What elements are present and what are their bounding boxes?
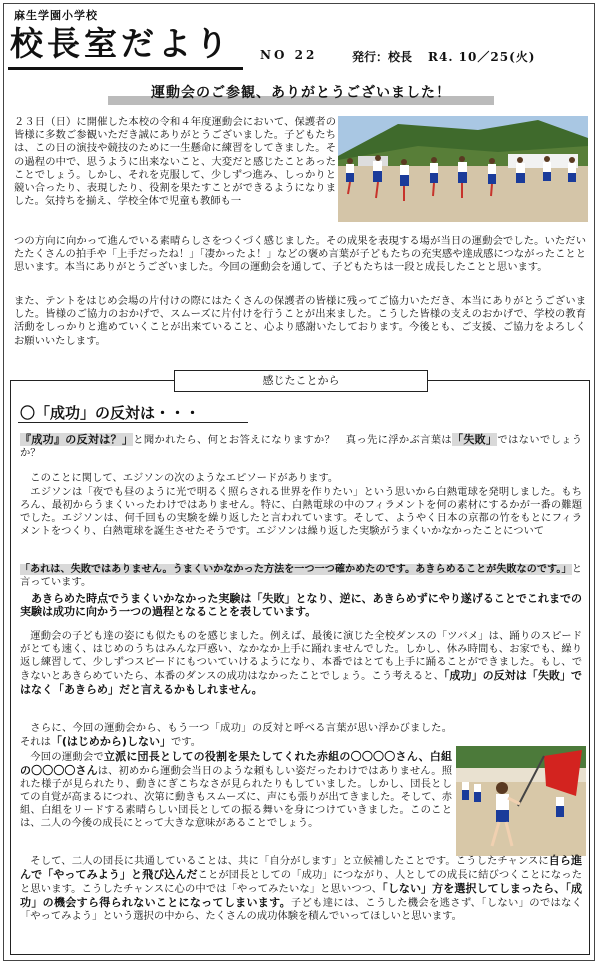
- article-paragraph-1-cont: つの方向に向かって進んでいる素晴らしさをつくづく感じました。その成果を表現する場が当日の運動会でした。いただいたたくさんの拍手や「上手だったね！」「凄かったよ！」などの褒め言葉が子どもたちの充実感や達成感につながったことと思います。本当にありがとうございました。今回の運動会を通して、子どもたちは一段と成長したことと思います。: [14, 235, 586, 274]
- leader2-end: 子ども達には、こうした機会を逃さず、「しない」のではなく「やってみよう」という選択の中から、たくさんの成功体験を積んでいってほしいと思います。: [20, 897, 582, 922]
- leader-rest: は、初めから運動会当日のような頼もしい姿だったわけではありません。照れた様子が見られたり、動きにぎこちなさが見られたりもしていました。しかし、団長としての自覚が高まるにつれ、次第に動きもスムーズに、声にも張りが出てきました。そして、赤組、白組をリードする素晴らしい団長としての振る舞いを身につけていきました。このことは、二人の今後の成長にとって大きな意味があることでしょう。: [20, 765, 452, 829]
- question-highlight: 『成功』の反対は？」: [20, 433, 134, 446]
- column-heading: 〇「成功」の反対は・・・: [20, 404, 201, 422]
- dance-bold: 「成功」の反対は「失敗」ではなく「あきらめ」だと言えるかもしれません。: [20, 669, 582, 696]
- leader2-bold2: 「しない」方を選択してしまったら、「成功」の機会すら得られないことになってしまいます。: [20, 882, 582, 909]
- issue-number: NO 22: [260, 48, 318, 62]
- leader-photo: [456, 746, 586, 856]
- column-heading-underline: [18, 422, 248, 423]
- question-end: ではないでしょうか？: [20, 434, 583, 459]
- column-box-title: 感じたことから: [174, 370, 428, 392]
- leader2-bold: 自ら進んで「やってみよう」と飛び込んだ: [20, 854, 582, 881]
- more-text: さらに、今回の運動会から、もう一つ「成功」の反対と呼べる言葉が思い浮かびました。それは: [20, 722, 452, 748]
- leader2-rest: ことが団長としての「成功」につながり、人としての成長に結びつくことになったと思います。こうしたチャンスに心の中では「やってみたいな」と思いつつ、: [20, 869, 582, 895]
- bold-lesson: あきらめた時点でうまくいかなかった実験は「失敗」となり、逆に、あきらめずにやり遂げることでこれまでの実験は成功に向かう一つの過程となることを表しています。: [20, 592, 582, 618]
- edison-quote: 「あれは、失敗ではありません。うまくいかなかった方法を一つ一つ確かめたのです。あきらめることが失敗なのです。」: [20, 564, 572, 575]
- question-text: と聞かれたら、何とお答えになりますか？ 真っ先に浮かぶ言葉は: [133, 434, 453, 446]
- article-paragraph-1: ２３日（日）に開催した本校の令和４年度運動会において、保護者の皆様に多数ご参観いただき誠にありがとうございました。子どもたちは、この日の演技や競技のために一生懸命に練習をしてきました。その過程の中で、思うように出来ないこと、大変だと感じたことあったことでしょう。しかし、それを克服して、少しずつ進み、しっかりと競い合ったり、表現したり、役割を果たすことができるようになりました。気持ちを揃え、学校全体で児童も教師も一: [14, 116, 336, 208]
- publisher: 発行：校長: [352, 50, 413, 64]
- leader-text: 今回の運動会で: [30, 751, 104, 763]
- leader2-text: そして、二人の団長に共通していることは、共に「自分がします」と立候補したことです。こうしたチャンスに: [30, 855, 549, 867]
- dance-text: 運動会の子ども達の姿にも似たものを感じました。例えば、最後に演じた全校ダンスの「ツバメ」は、踊りのスピードがとても速く、はじめのうちはみんな戸惑い、なかなか上手に踊れませんでした。しかし、休み時間も、お家でも、繰り返し練習して、少しずつスピードにもついていけるようになり、本番ではとても上手に踊ることができました。もし、できないとあきらめていたら、本番のダンスの成功はなかったことでしょう。こう考えると、: [20, 630, 582, 682]
- newsletter-title: 校長室だより: [10, 24, 232, 63]
- more-bold: 「(はじめから)しない」: [50, 735, 171, 748]
- issue-date: R4. 10／25(火): [428, 50, 536, 64]
- edison-quote-line: [20, 563, 582, 589]
- headline: 運動会のご参観、ありがとうございました！: [151, 85, 451, 101]
- sports-day-photo: [338, 116, 588, 222]
- leader-bold: 立派に団長としての役割を果たしてくれた赤組の〇〇〇〇さん、白組の〇〇〇〇さん: [20, 750, 452, 777]
- edison-paragraph: エジソンは「夜でも昼のように光で明るく照らされる世界を作りたい」という思いから白熱電球を発明しました。もちろん、最初からうまくいったわけではありません。特に、白熱電球の中のフィラメントを何の素材にするかが一番の難題でした。エジソンは、何千回もの実験を繰り返したと言われています。そして、ようやく日本の京都の竹をもとにフィラメントをつくり、白熱電球を誕生させたそうです。エジソンは繰り返した実験がうまくいかなかったことについて: [20, 486, 582, 537]
- title-underline: [8, 67, 243, 70]
- more-paragraph: [20, 722, 452, 749]
- failure-highlight: 「失敗」: [452, 433, 498, 446]
- leader-paragraph-2: [20, 854, 582, 923]
- leader-paragraph: [20, 750, 452, 830]
- edison-intro: このことに関して、エジソンの次のようなエピソードがあります。: [30, 472, 339, 484]
- question-paragraph: [20, 433, 582, 460]
- more-end: です。: [170, 736, 202, 748]
- dance-paragraph: [20, 630, 582, 697]
- quote-after: と言っています。: [20, 563, 582, 588]
- headline-banner: [108, 83, 494, 105]
- school-name: 麻生学園小学校: [14, 9, 98, 22]
- article-paragraph-2: また、テントをはじめ会場の片付けの際にはたくさんの保護者の皆様に残ってご協力いただき、本当にありがとうございました。皆様のご協力のおかげで、スムーズに片付けを行うことが出来ました。こうした皆様の支えのおかげで、学校の教育活動をしっかりと進めていくことが出来ていること、心より感謝いたしております。今後とも、ご支援、ご協力をよろしくお願いいたします。: [14, 295, 586, 347]
